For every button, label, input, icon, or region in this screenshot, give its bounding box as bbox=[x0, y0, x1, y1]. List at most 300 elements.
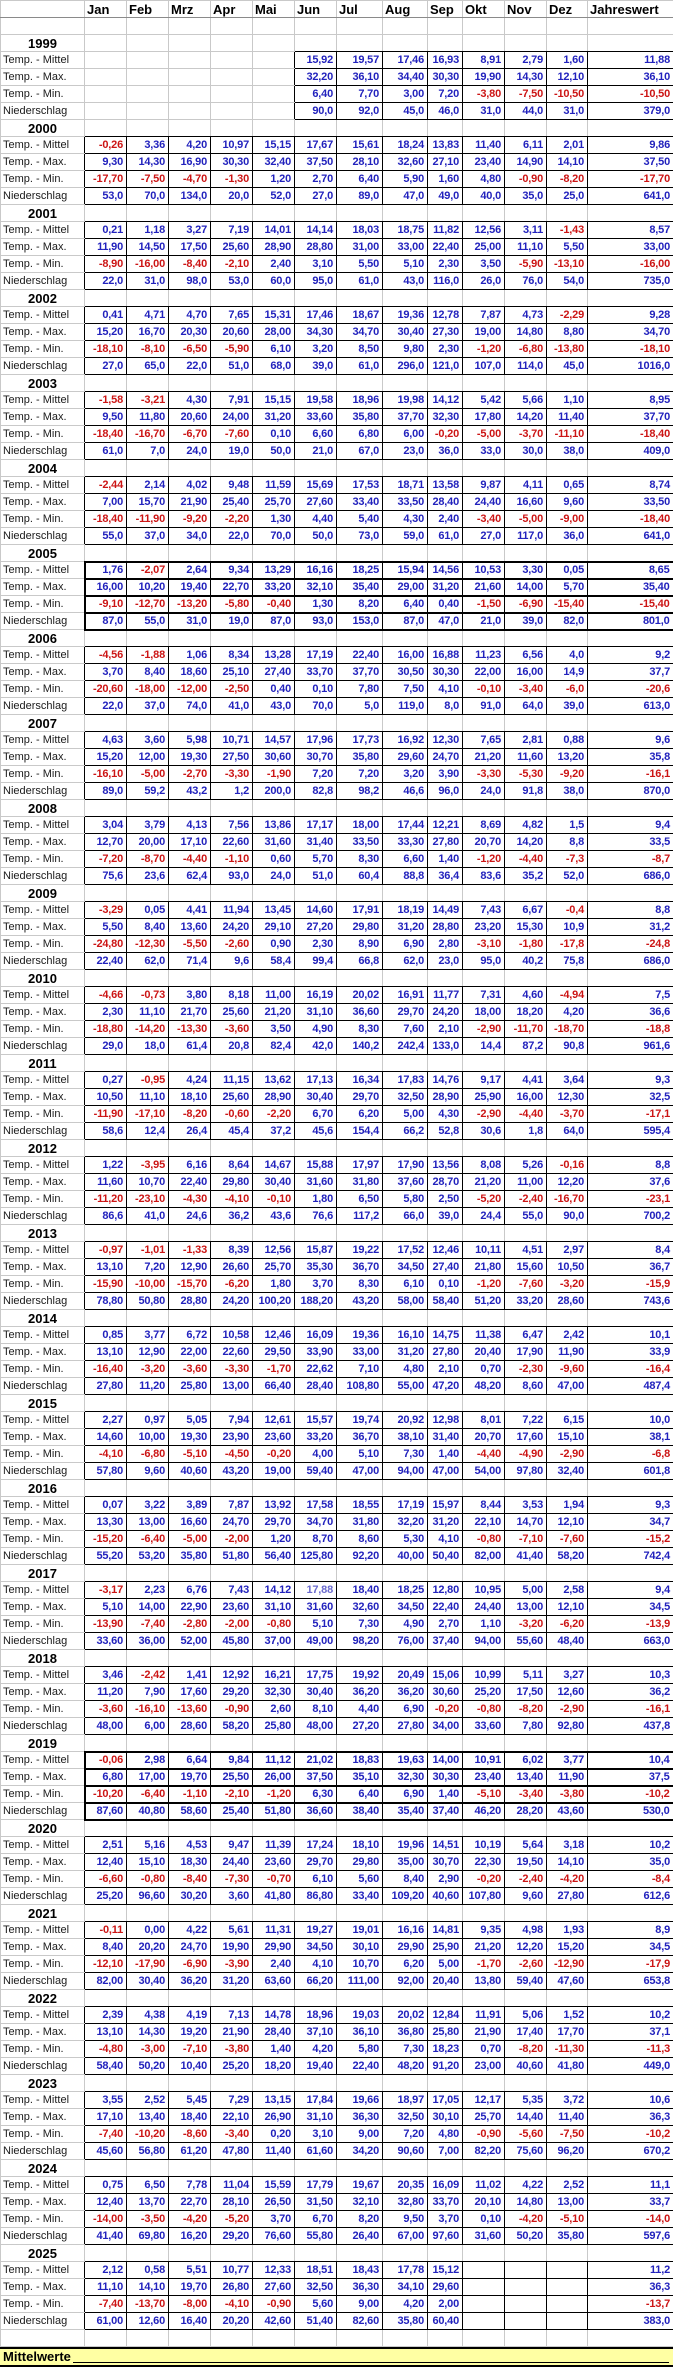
empty-cell bbox=[85, 375, 127, 392]
data-cell: -6,40 bbox=[127, 1531, 169, 1548]
data-cell: 24,20 bbox=[211, 1293, 253, 1310]
data-cell: 70,0 bbox=[295, 698, 337, 715]
empty-cell bbox=[211, 800, 253, 817]
row-label: Temp. - Max. bbox=[1, 1514, 85, 1531]
data-cell: 43,20 bbox=[211, 1463, 253, 1480]
data-cell: 4,0 bbox=[547, 647, 588, 664]
empty-cell bbox=[383, 800, 428, 817]
empty-cell bbox=[253, 1565, 295, 1582]
empty-cell bbox=[588, 1055, 673, 1072]
data-cell: -7,40 bbox=[85, 2296, 127, 2313]
empty-cell bbox=[253, 290, 295, 307]
annual-cell: 742,4 bbox=[588, 1548, 673, 1565]
data-cell: 7,90 bbox=[127, 1684, 169, 1701]
empty-cell bbox=[547, 1905, 588, 1922]
annual-cell: 409,0 bbox=[588, 443, 673, 460]
data-cell: 10,40 bbox=[169, 2058, 211, 2075]
data-cell: 28,60 bbox=[169, 1718, 211, 1735]
data-cell: 3,79 bbox=[127, 817, 169, 834]
annual-cell: 36,7 bbox=[588, 1259, 673, 1276]
data-cell: -3,30 bbox=[463, 766, 505, 783]
empty-cell bbox=[127, 18, 169, 35]
annual-cell: 37,1 bbox=[588, 2024, 673, 2041]
data-cell: 82,00 bbox=[463, 1548, 505, 1565]
data-cell: 29,60 bbox=[383, 749, 428, 766]
data-cell: 14,4 bbox=[463, 1038, 505, 1055]
data-cell: 4,30 bbox=[169, 392, 211, 409]
data-cell: 2,60 bbox=[253, 1701, 295, 1718]
data-cell: -23,10 bbox=[127, 1191, 169, 1208]
data-cell: 296,0 bbox=[383, 358, 428, 375]
data-cell: 53,0 bbox=[211, 273, 253, 290]
data-cell: 2,97 bbox=[547, 1242, 588, 1259]
data-cell: 40,0 bbox=[463, 188, 505, 205]
year-label: 2010 bbox=[1, 970, 85, 987]
data-cell: 9,50 bbox=[85, 409, 127, 426]
data-cell: 61,20 bbox=[169, 2143, 211, 2160]
year-label: 2009 bbox=[1, 885, 85, 902]
data-cell: 30,40 bbox=[127, 1973, 169, 1990]
data-cell: 56,40 bbox=[253, 1548, 295, 1565]
empty-cell bbox=[463, 885, 505, 902]
row-2021-precip bbox=[1, 1973, 673, 1990]
data-cell: 16,00 bbox=[505, 664, 547, 681]
row-2005-max bbox=[1, 579, 673, 596]
data-cell: 13,00 bbox=[211, 1378, 253, 1395]
empty-cell bbox=[383, 205, 428, 222]
data-cell: 43,2 bbox=[169, 783, 211, 800]
data-cell bbox=[505, 2313, 547, 2330]
data-cell: 35,80 bbox=[547, 2228, 588, 2245]
data-cell: 41,0 bbox=[211, 698, 253, 715]
row-2023-precip bbox=[1, 2143, 673, 2160]
data-cell: 45,60 bbox=[85, 2143, 127, 2160]
row-label: Temp. - Max. bbox=[1, 1174, 85, 1191]
empty-cell bbox=[127, 885, 169, 902]
data-cell: 2,51 bbox=[85, 1837, 127, 1854]
data-cell: -6,70 bbox=[169, 426, 211, 443]
data-cell: -11,10 bbox=[547, 426, 588, 443]
data-cell: -1,43 bbox=[547, 222, 588, 239]
data-cell: 10,91 bbox=[463, 1752, 505, 1769]
data-cell: 14,01 bbox=[253, 222, 295, 239]
data-cell: 95,0 bbox=[295, 273, 337, 290]
data-cell: 43,0 bbox=[383, 273, 428, 290]
data-cell: -5,80 bbox=[211, 596, 253, 613]
annual-cell: 1016,0 bbox=[588, 358, 673, 375]
data-cell: -3,80 bbox=[463, 86, 505, 103]
row-2015-min bbox=[1, 1446, 673, 1463]
data-cell: 19,0 bbox=[211, 613, 253, 630]
data-cell: 22,70 bbox=[169, 2194, 211, 2211]
data-cell: 8,91 bbox=[463, 52, 505, 69]
data-cell: 0,10 bbox=[428, 1276, 463, 1293]
data-cell: -4,70 bbox=[169, 171, 211, 188]
data-cell: 6,40 bbox=[383, 596, 428, 613]
row-label: Temp. - Mittel bbox=[1, 987, 85, 1004]
data-cell: 15,15 bbox=[253, 392, 295, 409]
row-2025-min bbox=[1, 2296, 673, 2313]
row-2015-precip bbox=[1, 1463, 673, 1480]
empty-cell bbox=[588, 205, 673, 222]
data-cell: -15,20 bbox=[85, 1531, 127, 1548]
data-cell bbox=[85, 86, 127, 103]
row-label: Temp. - Mittel bbox=[1, 477, 85, 494]
empty-cell bbox=[463, 1650, 505, 1667]
row-2024-precip bbox=[1, 2228, 673, 2245]
data-cell: 22,10 bbox=[211, 2109, 253, 2126]
data-cell: 153,0 bbox=[337, 613, 383, 630]
empty-cell bbox=[428, 1480, 463, 1497]
empty-cell bbox=[588, 545, 673, 562]
data-cell: 31,40 bbox=[428, 1429, 463, 1446]
data-cell: 28,40 bbox=[253, 2024, 295, 2041]
data-cell: 13,00 bbox=[547, 2194, 588, 2211]
data-cell: 13,40 bbox=[505, 1769, 547, 1786]
data-cell: -3,50 bbox=[127, 2211, 169, 2228]
data-cell: 93,0 bbox=[211, 868, 253, 885]
annual-cell: -13,7 bbox=[588, 2296, 673, 2313]
row-2021-mittel bbox=[1, 1922, 673, 1939]
empty-cell bbox=[295, 120, 337, 137]
data-cell: 11,90 bbox=[547, 1344, 588, 1361]
data-cell: 92,0 bbox=[337, 103, 383, 120]
data-cell: 52,8 bbox=[428, 1123, 463, 1140]
data-cell: 33,30 bbox=[383, 834, 428, 851]
data-cell: 17,90 bbox=[383, 1157, 428, 1174]
empty-cell bbox=[383, 1480, 428, 1497]
data-cell: 15,61 bbox=[337, 137, 383, 154]
empty-cell bbox=[383, 1055, 428, 1072]
data-cell: 6,15 bbox=[547, 1412, 588, 1429]
data-cell: -12,10 bbox=[85, 1956, 127, 1973]
empty-cell bbox=[588, 1310, 673, 1327]
data-cell: -2,00 bbox=[211, 1616, 253, 1633]
data-cell: 20,02 bbox=[337, 987, 383, 1004]
empty-cell bbox=[85, 35, 127, 52]
data-cell: -10,00 bbox=[127, 1276, 169, 1293]
data-cell: 8,8 bbox=[547, 834, 588, 851]
empty-cell bbox=[295, 1225, 337, 1242]
data-cell: 21,20 bbox=[463, 1939, 505, 1956]
data-cell: -4,66 bbox=[85, 987, 127, 1004]
data-cell: 27,20 bbox=[337, 1718, 383, 1735]
data-cell: 3,50 bbox=[253, 1021, 295, 1038]
empty-cell bbox=[588, 2160, 673, 2177]
data-cell: 18,55 bbox=[337, 1497, 383, 1514]
data-cell: 14,78 bbox=[253, 2007, 295, 2024]
data-cell: 12,33 bbox=[253, 2262, 295, 2279]
annual-cell: 641,0 bbox=[588, 528, 673, 545]
empty-cell bbox=[253, 1905, 295, 1922]
data-cell: 22,30 bbox=[463, 1854, 505, 1871]
data-cell: 2,39 bbox=[85, 2007, 127, 2024]
empty-cell bbox=[253, 205, 295, 222]
empty-cell bbox=[169, 1905, 211, 1922]
data-cell: 0,10 bbox=[295, 681, 337, 698]
data-cell: 7,78 bbox=[169, 2177, 211, 2194]
data-cell: -16,10 bbox=[85, 766, 127, 783]
data-cell: 10,00 bbox=[127, 1429, 169, 1446]
row-label: Temp. - Mittel bbox=[1, 307, 85, 324]
data-cell: 13,00 bbox=[127, 1514, 169, 1531]
annual-cell: 11,1 bbox=[588, 2177, 673, 2194]
data-cell: 32,30 bbox=[428, 409, 463, 426]
data-cell: 4,02 bbox=[169, 477, 211, 494]
empty-cell bbox=[211, 2330, 253, 2347]
empty-cell bbox=[505, 460, 547, 477]
empty-cell bbox=[127, 2245, 169, 2262]
data-cell: 98,2 bbox=[337, 783, 383, 800]
row-label: Temp. - Mittel bbox=[1, 647, 85, 664]
empty-cell bbox=[463, 18, 505, 35]
data-cell: 7,20 bbox=[127, 1259, 169, 1276]
data-cell: 58,6 bbox=[85, 1123, 127, 1140]
corner-cell bbox=[1, 1, 85, 18]
data-cell: 30,40 bbox=[383, 324, 428, 341]
data-cell: 116,0 bbox=[428, 273, 463, 290]
data-cell: 37,50 bbox=[295, 1769, 337, 1786]
data-cell: 4,24 bbox=[169, 1072, 211, 1089]
empty-cell bbox=[505, 18, 547, 35]
data-cell: 50,80 bbox=[127, 1293, 169, 1310]
empty-cell bbox=[428, 2075, 463, 2092]
data-cell: 1,20 bbox=[253, 171, 295, 188]
empty-cell bbox=[428, 1990, 463, 2007]
data-cell: 58,40 bbox=[428, 1293, 463, 1310]
data-cell: 16,60 bbox=[505, 494, 547, 511]
data-cell: 5,35 bbox=[505, 2092, 547, 2109]
row-2022-max bbox=[1, 2024, 673, 2041]
data-cell: 47,60 bbox=[547, 1973, 588, 1990]
empty-cell bbox=[383, 460, 428, 477]
col-header-nov: Nov bbox=[505, 1, 547, 18]
annual-cell: 612,6 bbox=[588, 1888, 673, 1905]
data-cell: 6,50 bbox=[337, 1191, 383, 1208]
data-cell: 35,10 bbox=[337, 1769, 383, 1786]
data-cell: 34,10 bbox=[383, 2279, 428, 2296]
data-cell: 67,00 bbox=[383, 2228, 428, 2245]
row-label: Niederschlag bbox=[1, 1718, 85, 1735]
annual-cell: -18,40 bbox=[588, 426, 673, 443]
data-cell: 133,0 bbox=[428, 1038, 463, 1055]
data-cell: 5,10 bbox=[295, 1616, 337, 1633]
empty-cell bbox=[127, 2330, 169, 2347]
data-cell: 47,00 bbox=[428, 1463, 463, 1480]
row-2021-max bbox=[1, 1939, 673, 1956]
data-cell: 29,70 bbox=[295, 1854, 337, 1871]
data-cell: -2,42 bbox=[127, 1667, 169, 1684]
data-cell: -4,40 bbox=[505, 851, 547, 868]
data-cell: 5,0 bbox=[337, 698, 383, 715]
empty-cell bbox=[463, 2160, 505, 2177]
data-cell: 20,20 bbox=[127, 1939, 169, 1956]
empty-cell bbox=[337, 1480, 383, 1497]
data-cell: -1,30 bbox=[211, 171, 253, 188]
data-cell: -3,40 bbox=[463, 511, 505, 528]
empty-cell bbox=[588, 1225, 673, 1242]
data-cell: 28,90 bbox=[428, 1089, 463, 1106]
data-cell: 19,90 bbox=[211, 1939, 253, 1956]
data-cell: 33,90 bbox=[295, 1344, 337, 1361]
data-cell: 21,90 bbox=[169, 494, 211, 511]
empty-cell bbox=[337, 1650, 383, 1667]
data-cell: 14,67 bbox=[253, 1157, 295, 1174]
data-cell: 11,90 bbox=[547, 1769, 588, 1786]
data-cell: 13,29 bbox=[253, 562, 295, 579]
data-cell: 1,10 bbox=[463, 1616, 505, 1633]
row-label: Temp. - Mittel bbox=[1, 817, 85, 834]
data-cell: 27,80 bbox=[428, 834, 463, 851]
data-cell: 20,8 bbox=[211, 1038, 253, 1055]
empty-cell bbox=[295, 205, 337, 222]
data-cell: 17,46 bbox=[383, 52, 428, 69]
data-cell: 19,90 bbox=[463, 69, 505, 86]
data-cell: 11,10 bbox=[85, 2279, 127, 2296]
data-cell: -2,50 bbox=[211, 681, 253, 698]
data-cell: 22,90 bbox=[169, 1599, 211, 1616]
data-cell: 14,40 bbox=[505, 2109, 547, 2126]
data-cell: 18,67 bbox=[337, 307, 383, 324]
data-cell: 15,20 bbox=[547, 1939, 588, 1956]
row-label: Temp. - Mittel bbox=[1, 732, 85, 749]
row-label: Temp. - Max. bbox=[1, 1429, 85, 1446]
data-cell: 12,30 bbox=[428, 732, 463, 749]
data-cell: 11,40 bbox=[547, 409, 588, 426]
data-cell: 34,20 bbox=[337, 2143, 383, 2160]
data-cell: 20,60 bbox=[169, 409, 211, 426]
data-cell: 16,10 bbox=[383, 1327, 428, 1344]
data-cell: 121,0 bbox=[428, 358, 463, 375]
annual-cell: -18,8 bbox=[588, 1021, 673, 1038]
data-cell: 97,80 bbox=[505, 1463, 547, 1480]
data-cell: 9,80 bbox=[383, 341, 428, 358]
empty-cell bbox=[127, 1820, 169, 1837]
data-cell: 1,60 bbox=[547, 52, 588, 69]
year-row-2002 bbox=[1, 290, 673, 307]
empty-cell bbox=[428, 375, 463, 392]
row-2013-min bbox=[1, 1276, 673, 1293]
empty-cell bbox=[85, 1225, 127, 1242]
annual-cell: 437,8 bbox=[588, 1718, 673, 1735]
data-cell: 25,70 bbox=[463, 2109, 505, 2126]
data-cell: 60,40 bbox=[428, 2313, 463, 2330]
annual-cell: 8,65 bbox=[588, 562, 673, 579]
empty-cell bbox=[295, 885, 337, 902]
data-cell: 8,64 bbox=[211, 1157, 253, 1174]
annual-cell: 487,4 bbox=[588, 1378, 673, 1395]
data-cell: -1,88 bbox=[127, 647, 169, 664]
empty-cell bbox=[588, 715, 673, 732]
empty-cell bbox=[383, 1735, 428, 1752]
empty-cell bbox=[547, 2160, 588, 2177]
data-cell: 1,80 bbox=[295, 1191, 337, 1208]
empty-cell bbox=[463, 460, 505, 477]
year-row-2004 bbox=[1, 460, 673, 477]
annual-cell: 9,28 bbox=[588, 307, 673, 324]
data-cell: 14,50 bbox=[127, 239, 169, 256]
data-cell: 3,55 bbox=[85, 2092, 127, 2109]
row-2004-min bbox=[1, 511, 673, 528]
data-cell: 17,40 bbox=[505, 2024, 547, 2041]
year-label: 2019 bbox=[1, 1735, 85, 1752]
empty-cell bbox=[547, 205, 588, 222]
data-cell: 0,27 bbox=[85, 1072, 127, 1089]
data-cell: 3,27 bbox=[169, 222, 211, 239]
empty-cell bbox=[253, 2075, 295, 2092]
empty-cell bbox=[295, 715, 337, 732]
row-label: Temp. - Min. bbox=[1, 2296, 85, 2313]
row-2000-max bbox=[1, 154, 673, 171]
data-cell: 14,80 bbox=[505, 2194, 547, 2211]
data-cell: 21,70 bbox=[169, 1004, 211, 1021]
data-cell: 2,40 bbox=[253, 1956, 295, 1973]
row-2023-mittel bbox=[1, 2092, 673, 2109]
empty-cell bbox=[505, 800, 547, 817]
empty-cell bbox=[463, 630, 505, 647]
data-cell: 53,20 bbox=[127, 1548, 169, 1565]
data-cell: 54,00 bbox=[463, 1463, 505, 1480]
data-cell: -3,40 bbox=[505, 1786, 547, 1803]
empty-cell bbox=[127, 545, 169, 562]
empty-cell bbox=[295, 1565, 337, 1582]
data-cell: -7,60 bbox=[547, 1531, 588, 1548]
data-cell: 117,2 bbox=[337, 1208, 383, 1225]
data-cell: 18,0 bbox=[127, 1038, 169, 1055]
data-cell: -7,20 bbox=[85, 851, 127, 868]
data-cell: 26,00 bbox=[253, 1769, 295, 1786]
empty-cell bbox=[505, 1905, 547, 1922]
empty-cell bbox=[463, 800, 505, 817]
data-cell: 1,40 bbox=[253, 2041, 295, 2058]
empty-cell bbox=[463, 1395, 505, 1412]
data-cell: -9,20 bbox=[169, 511, 211, 528]
empty-cell bbox=[463, 120, 505, 137]
data-cell: 33,20 bbox=[253, 579, 295, 596]
data-cell: 62,0 bbox=[383, 953, 428, 970]
empty-cell bbox=[169, 18, 211, 35]
data-cell: 32,40 bbox=[547, 1463, 588, 1480]
row-2018-precip bbox=[1, 1718, 673, 1735]
data-cell: 13,70 bbox=[127, 2194, 169, 2211]
data-cell: 4,22 bbox=[505, 2177, 547, 2194]
empty-cell bbox=[588, 1905, 673, 1922]
year-label: 2015 bbox=[1, 1395, 85, 1412]
data-cell: -14,00 bbox=[85, 2211, 127, 2228]
data-cell: 5,10 bbox=[383, 256, 428, 273]
data-cell: 82,20 bbox=[463, 2143, 505, 2160]
empty-cell bbox=[588, 2245, 673, 2262]
data-cell: 8,40 bbox=[383, 1871, 428, 1888]
empty-cell bbox=[253, 1650, 295, 1667]
data-cell bbox=[253, 52, 295, 69]
data-cell: 16,34 bbox=[337, 1072, 383, 1089]
data-cell: 61,4 bbox=[169, 1038, 211, 1055]
data-cell: -7,50 bbox=[505, 86, 547, 103]
data-cell: 5,60 bbox=[337, 1871, 383, 1888]
data-cell: 31,60 bbox=[295, 1599, 337, 1616]
empty-cell bbox=[337, 375, 383, 392]
row-2017-min bbox=[1, 1616, 673, 1633]
data-cell: 17,10 bbox=[169, 834, 211, 851]
empty-cell bbox=[127, 1480, 169, 1497]
annual-cell: 8,8 bbox=[588, 1157, 673, 1174]
empty-cell bbox=[295, 1650, 337, 1667]
row-2024-max bbox=[1, 2194, 673, 2211]
empty-cell bbox=[127, 1735, 169, 1752]
data-cell: 8,20 bbox=[337, 2211, 383, 2228]
data-cell: 13,56 bbox=[428, 1157, 463, 1174]
